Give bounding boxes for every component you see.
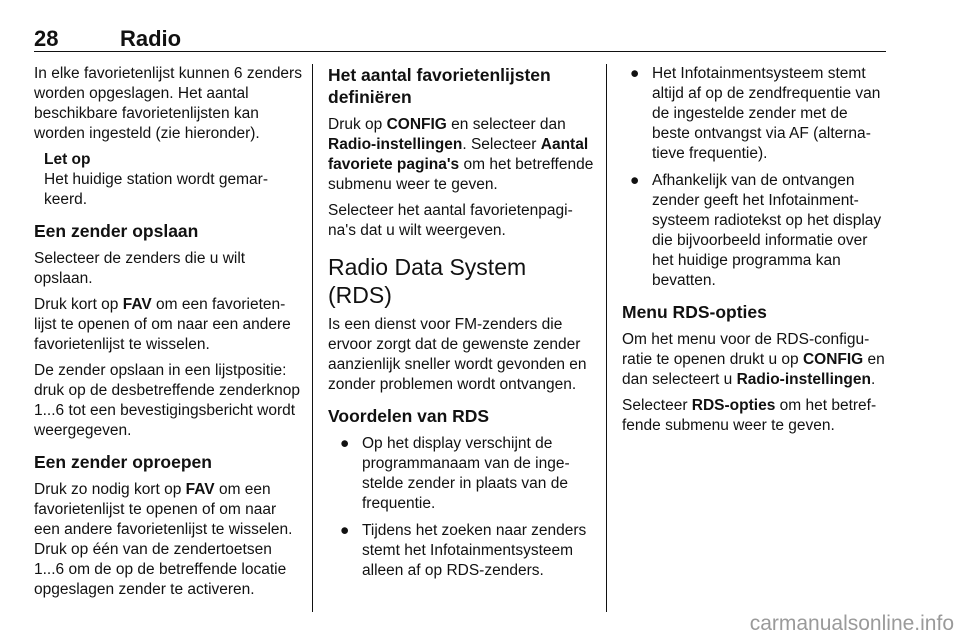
page-header bbox=[34, 26, 886, 52]
text-run: en dan selecteert u bbox=[622, 351, 885, 388]
select-paragraph bbox=[622, 396, 888, 436]
text-run: om een favorietenlijst te openen of om naar een andere favorietenlijst te wisselen. Druk op één van de zendertoetsen 1...6 om de op de betreffende locatie opgeslagen zender te activeren. bbox=[34, 481, 293, 598]
heading-favourite-count: Het aantal favorietenlijsten definiëren bbox=[328, 65, 551, 107]
menu-item-label: Radio-instellingen bbox=[736, 371, 871, 388]
note-text: Het huidige station wordt gemarkeerd. bbox=[44, 171, 269, 208]
text-run: Selecteer bbox=[622, 397, 692, 414]
column-divider bbox=[606, 64, 607, 612]
text-run: om het betreffende submenu weer te geven. bbox=[328, 156, 594, 193]
heading-rds-options-menu: Menu RDS-opties bbox=[622, 302, 767, 322]
rds-paragraph: Is een dienst voor FM-zenders die ervoor zorgt dat de gewenste zender aanzienlijk sneller wordt gevonden en zonder problemen wordt ontvangen. bbox=[328, 316, 587, 393]
rds-advantages-list bbox=[328, 434, 594, 581]
heading-recall-station: Een zender oproepen bbox=[34, 452, 212, 472]
column-divider bbox=[312, 64, 313, 612]
note-label: Let op bbox=[44, 151, 91, 168]
list-item bbox=[328, 434, 594, 514]
menu-item-label: Radio-instellingen bbox=[328, 136, 463, 153]
config-key-label: CONFIG bbox=[386, 116, 447, 133]
list-item-text: Het Infotainmentsysteem stemt altijd af op de zendfrequentie van de ingestelde zender met de beste ontvangst via AF (alternatieve frequentie). bbox=[652, 65, 881, 162]
column-3 bbox=[622, 64, 888, 442]
recall-paragraph bbox=[34, 480, 302, 600]
menu-item-label: Aantal favoriete pagina's bbox=[328, 136, 589, 173]
save-paragraph-1: Selecteer de zenders die u wilt opslaan. bbox=[34, 250, 246, 287]
header-rule bbox=[34, 51, 886, 52]
list-item bbox=[622, 64, 888, 164]
bullet-icon: ● bbox=[630, 172, 640, 189]
text-run: Druk op bbox=[328, 116, 387, 133]
rds-advantages-list-continued bbox=[622, 64, 888, 291]
section-title: Radio bbox=[120, 26, 182, 51]
fav-key-label: FAV bbox=[185, 481, 215, 498]
text-run: Druk kort op bbox=[34, 296, 123, 313]
bullet-icon: ● bbox=[340, 522, 350, 539]
watermark: carmanualsonline.info bbox=[749, 612, 954, 635]
menu-paragraph bbox=[622, 330, 888, 390]
intro-paragraph: In elke favorietenlijst kunnen 6 zenders worden opgeslagen. Het aantal beschikbare favorietenlijsten kan worden ingesteld (zie hieronder). bbox=[34, 65, 302, 142]
bullet-icon: ● bbox=[340, 435, 350, 452]
text-run: . Selecteer bbox=[462, 136, 541, 153]
column-1 bbox=[34, 64, 302, 606]
count-paragraph-2: Selecteer het aantal favorietenpagina's dat u wilt weergeven. bbox=[328, 202, 573, 239]
text-run: om het betreffende submenu weer te geven. bbox=[622, 397, 877, 434]
note-block bbox=[44, 150, 302, 210]
config-key-label: CONFIG bbox=[802, 351, 864, 368]
text-run: om een favorietenlijst te openen of om naar een andere favorietenlijst te wisselen. bbox=[34, 296, 291, 353]
save-paragraph-2 bbox=[34, 295, 302, 355]
page-number: 28 bbox=[34, 26, 59, 51]
heading-rds: Radio Data System (RDS) bbox=[328, 254, 527, 308]
list-item-text: Afhankelijk van de ontvangen zender geeft het Infotainmentsysteem radiotekst op het display die bijvoorbeeld informatie over het huidige programma kan bevatten. bbox=[652, 172, 882, 289]
list-item bbox=[328, 521, 594, 581]
text-run: Om het menu voor de RDS-configuratie te openen drukt u op bbox=[622, 331, 870, 368]
save-paragraph-3: De zender opslaan in een lijstpositie: druk op de desbetreffende zenderknop 1...6 tot een bevestigingsbericht wordt weergegeven. bbox=[34, 362, 300, 439]
heading-save-station: Een zender opslaan bbox=[34, 221, 199, 241]
text-run: en selecteer dan bbox=[446, 116, 566, 133]
count-paragraph-1 bbox=[328, 115, 594, 195]
menu-item-label: RDS-opties bbox=[691, 397, 776, 414]
text-run: Druk zo nodig kort op bbox=[34, 481, 186, 498]
list-item-text: Op het display verschijnt de programmanaam van de ingestelde zender in plaats van de frequentie. bbox=[362, 435, 570, 512]
text-run: . bbox=[870, 371, 876, 388]
column-2 bbox=[328, 64, 594, 588]
list-item-text: Tijdens het zoeken naar zenders stemt het Infotainmentsysteem alleen af op RDS-zenders. bbox=[362, 522, 587, 579]
fav-key-label: FAV bbox=[122, 296, 152, 313]
list-item bbox=[622, 171, 888, 291]
heading-rds-advantages: Voordelen van RDS bbox=[328, 406, 490, 426]
bullet-icon: ● bbox=[630, 65, 640, 82]
